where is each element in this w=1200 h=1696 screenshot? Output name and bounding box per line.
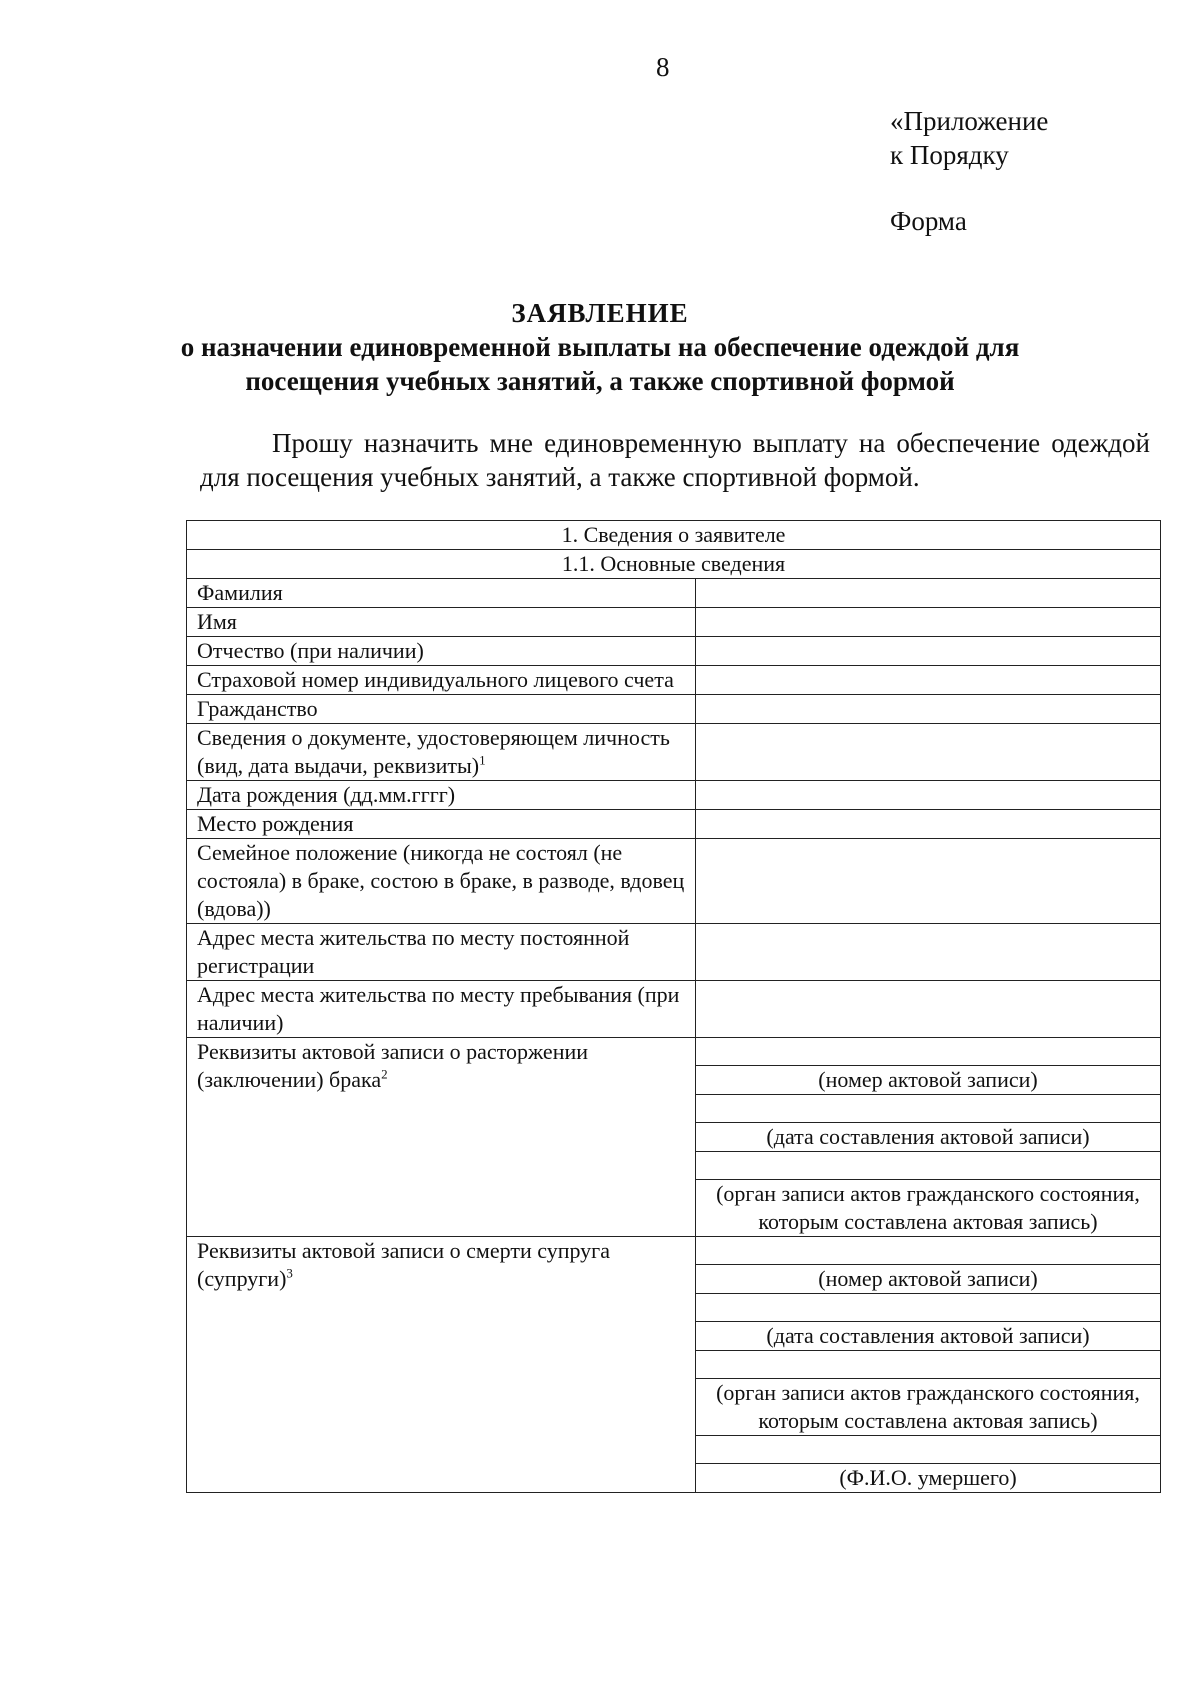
field-label-birth-date: Дата рождения (дд.мм.гггг) [187,781,696,810]
marriage-record-number-caption: (номер актовой записи) [696,1066,1161,1095]
footnote-2: 2 [381,1066,388,1082]
field-label-snils: Страховой номер индивидуального лицевого счета [187,666,696,695]
request-paragraph: Прошу назначить мне единовременную выплату на обеспечение одеждой для посещения учебных занятий, а также спортивной формой. [200,428,1150,492]
table-row [187,695,1161,724]
death-record-text: Реквизиты актовой записи о смерти супруга (супруги) [197,1238,610,1291]
death-record-date-caption: (дата составления актовой записи) [696,1322,1161,1351]
field-value-patronymic[interactable] [696,637,1161,666]
marriage-record-org-input[interactable] [696,1152,1161,1180]
table-row [187,924,1161,981]
table-row [187,1038,1161,1066]
table-row [187,666,1161,695]
marriage-record-text: Реквизиты актовой записи о расторжении (заключении) брака [197,1039,589,1092]
field-value-stay-address[interactable] [696,981,1161,1038]
subsection-heading: 1.1. Основные сведения [187,550,1161,579]
field-label-patronymic: Отчество (при наличии) [187,637,696,666]
field-value-citizenship[interactable] [696,695,1161,724]
page-number: 8 [656,52,670,82]
field-value-birth-place[interactable] [696,810,1161,839]
table-row [187,839,1161,924]
identity-document-text: Сведения о документе, удостоверяющем личность (вид, дата выдачи, реквизиты) [197,725,670,778]
deceased-name-caption: (Ф.И.О. умершего) [696,1464,1161,1493]
appendix-line-1: «Приложение [890,106,1049,136]
table-row [187,781,1161,810]
field-value-snils[interactable] [696,666,1161,695]
field-label-surname: Фамилия [187,579,696,608]
title-line-3: посещения учебных занятий, а также спортивной формой [245,366,955,396]
field-label-name: Имя [187,608,696,637]
marriage-record-number-input[interactable] [696,1038,1161,1066]
title-line-1: ЗАЯВЛЕНИЕ [511,298,689,328]
field-label-stay-address: Адрес места жительства по месту пребывания (при наличии) [187,981,696,1038]
table-row [187,637,1161,666]
death-record-org-caption: (орган записи актов гражданского состояния, которым составлена актовая запись) [696,1379,1161,1436]
appendix-line-2: к Порядку [890,140,1009,170]
field-label-marriage-record [187,1038,696,1237]
field-label-citizenship: Гражданство [187,695,696,724]
field-value-birth-date[interactable] [696,781,1161,810]
footnote-1: 1 [479,752,486,768]
marriage-record-date-caption: (дата составления актовой записи) [696,1123,1161,1152]
table-row [187,981,1161,1038]
table-row [187,579,1161,608]
table-row [187,1237,1161,1265]
field-value-identity-document[interactable] [696,724,1161,781]
field-value-surname[interactable] [696,579,1161,608]
death-record-org-input[interactable] [696,1351,1161,1379]
field-value-registration-address[interactable] [696,924,1161,981]
section-row [187,521,1161,550]
field-label-birth-place: Место рождения [187,810,696,839]
field-label-registration-address: Адрес места жительства по месту постоянной регистрации [187,924,696,981]
field-label-identity-document [187,724,696,781]
table-row [187,810,1161,839]
field-value-name[interactable] [696,608,1161,637]
table-row [187,608,1161,637]
deceased-name-input[interactable] [696,1436,1161,1464]
document-title [0,296,1200,398]
field-value-marital-status[interactable] [696,839,1161,924]
subsection-row [187,550,1161,579]
form-label: Форма [890,206,967,236]
appendix-header [890,104,1048,238]
death-record-number-input[interactable] [696,1237,1161,1265]
applicant-form-table [186,520,1161,1493]
field-label-death-record [187,1237,696,1493]
death-record-date-input[interactable] [696,1294,1161,1322]
title-line-2: о назначении единовременной выплаты на обеспечение одеждой для [180,332,1020,362]
section-heading: 1. Сведения о заявителе [187,521,1161,550]
marriage-record-date-input[interactable] [696,1095,1161,1123]
table-row [187,724,1161,781]
field-label-marital-status: Семейное положение (никогда не состоял (не состояла) в браке, состою в браке, в разводе, вдовец (вдова)) [187,839,696,924]
marriage-record-org-caption: (орган записи актов гражданского состояния, которым составлена актовая запись) [696,1180,1161,1237]
death-record-number-caption: (номер актовой записи) [696,1265,1161,1294]
footnote-3: 3 [286,1265,293,1281]
